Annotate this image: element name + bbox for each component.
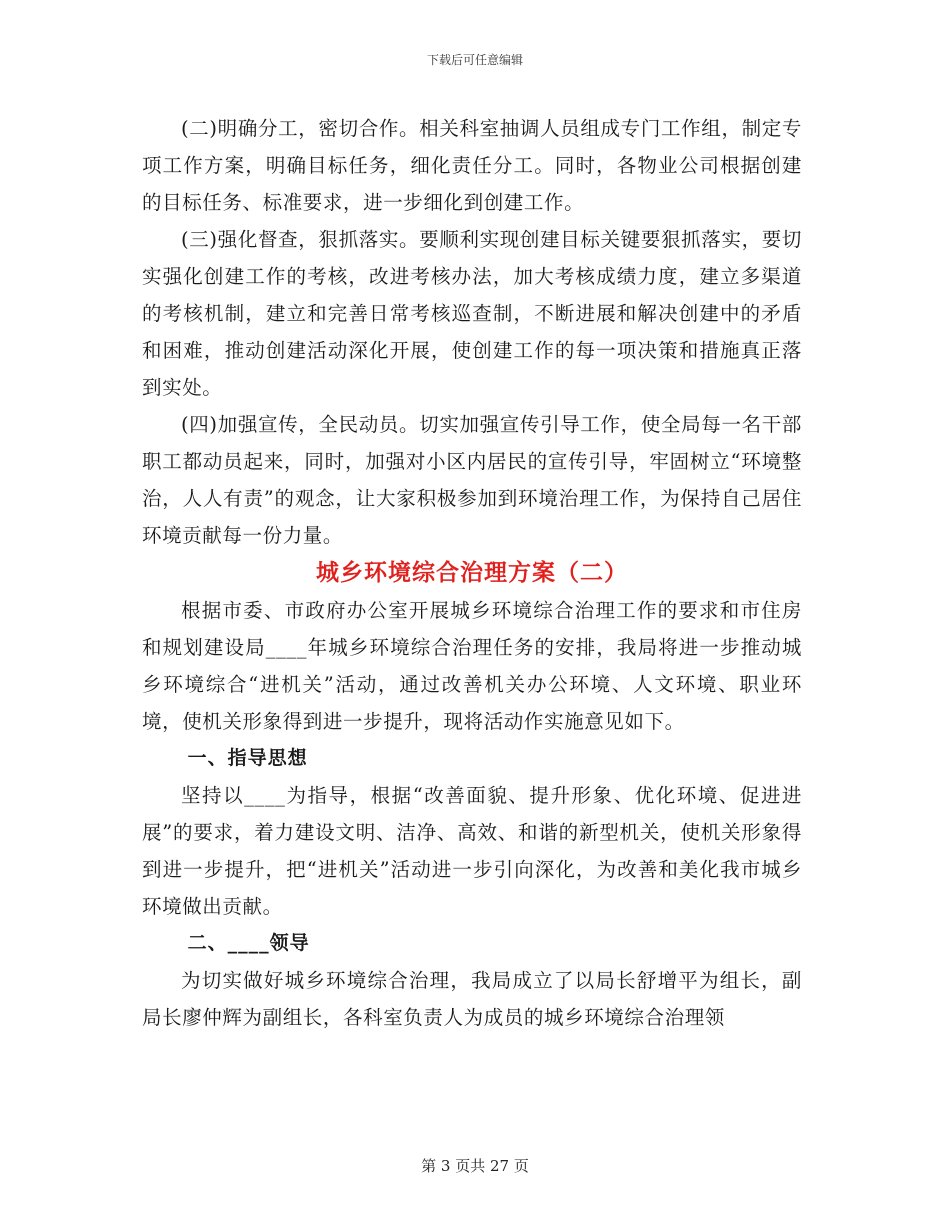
document-body (142, 110, 802, 1036)
page-header: 下载后可任意编辑 (426, 53, 523, 67)
paragraph-leadership: 为切实做好城乡环境综合治理，我局成立了以局长舒增平为组长，副局长廖仲辉为副组长，各科室负责人为成员的城乡环境综合治理领 (142, 969, 802, 1029)
paragraph-guiding-ideology: 坚持以____为指导，根据“改善面貌、提升形象、优化环境、促进进展”的要求，着力建设文明、洁净、高效、和谐的新型机关，使机关形象得到进一步提升，把“进机关”活动进一步引向深化，为改善和美化我市城乡环境做出贡献。 (142, 784, 802, 918)
page-footer: 第 3 页共 27 页 (421, 1157, 529, 1175)
heading-leadership: 二、____领导 (187, 932, 310, 954)
paragraph-division-of-labor: (二)明确分工，密切合作。相关科室抽调人员组成专门工作组，制定专项工作方案，明确目标任务，细化责任分工。同时，各物业公司根据创建的目标任务、标准要求，进一步细化到创建工作。 (142, 117, 802, 214)
section-title: 城乡环境综合治理方案（二） (316, 560, 628, 586)
paragraph-intro: 根据市委、市政府办公室开展城乡环境综合治理工作的要求和市住房和规划建设局____年城乡环境综合治理任务的安排，我局将进一步推动城乡环境综合“进机关”活动，通过改善机关办公环境、人文环境、职业环境，使机关形象得到进一步提升，现将活动作实施意见如下。 (142, 599, 802, 733)
paragraph-supervision: (三)强化督查，狠抓落实。要顺利实现创建目标关键要狠抓落实，要切实强化创建工作的考核，改进考核办法，加大考核成绩力度，建立多渠道的考核机制，建立和完善日常考核巡查制，不断进展和解决创建中的矛盾和困难，推动创建活动深化开展，使创建工作的每一项决策和措施真正落到实处。 (142, 228, 802, 399)
paragraph-publicity: (四)加强宣传，全民动员。切实加强宣传引导工作，使全局每一名干部职工都动员起来，同时，加强对小区内居民的宣传引导，牢固树立“环境整治，人人有责”的观念，让大家积极参加到环境治理工作，为保持自己居住环境贡献每一份力量。 (142, 413, 802, 547)
heading-guiding-ideology: 一、指导思想 (187, 747, 308, 769)
